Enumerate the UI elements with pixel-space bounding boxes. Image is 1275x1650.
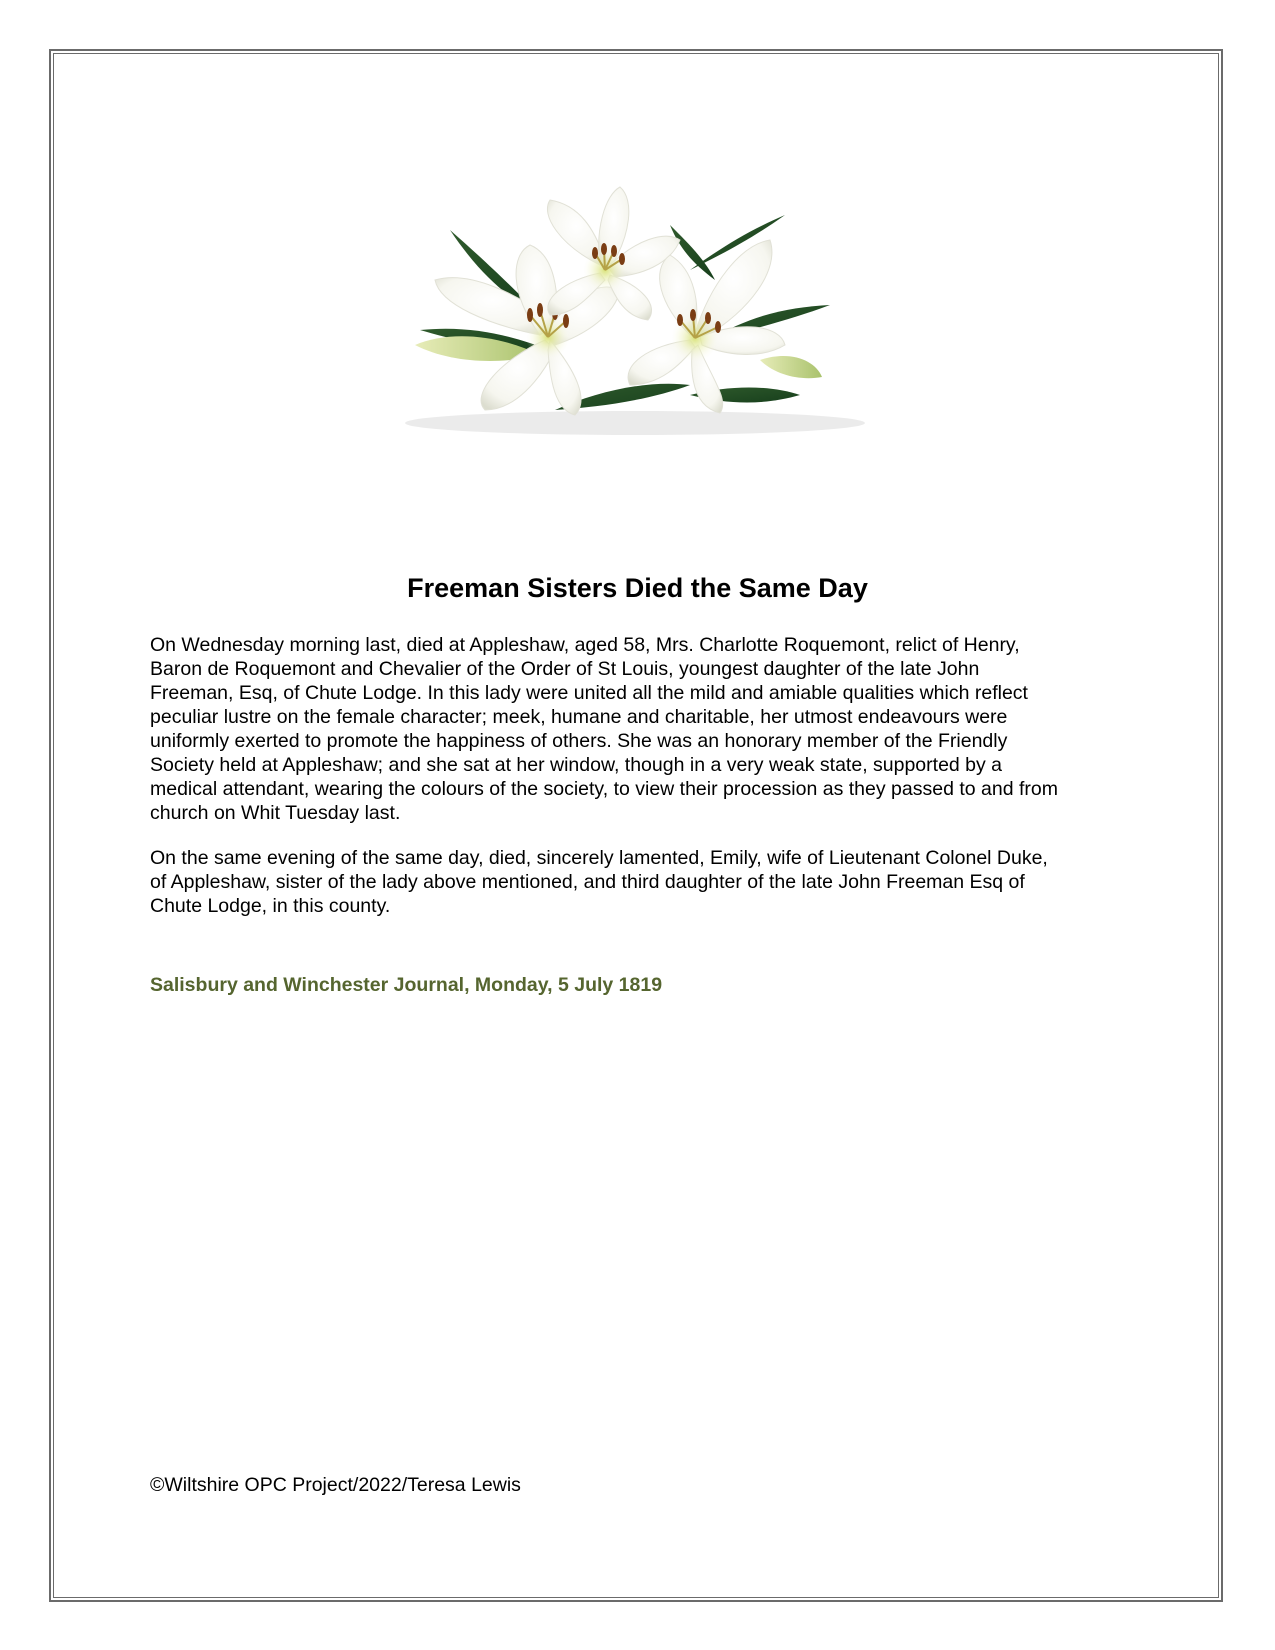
copyright-footer: ©Wiltshire OPC Project/2022/Teresa Lewis	[150, 1474, 521, 1496]
page-title: Freeman Sisters Died the Same Day	[407, 573, 868, 603]
article-paragraph-1: On Wednesday morning last, died at Appleshaw, aged 58, Mrs. Charlotte Roquemont, relict of Henry, Baron de Roquemont and Chevalier of the Order of St Louis, youngest daughter of the late John Freeman, Esq, of Chute Lodge. In this lady were united all the mild and amiable qualities which reflect peculiar lustre on the female character; meek, humane and charitable, her utmost endeavours were uniformly exerted to promote the happiness of others. She was an honorary member of the Friendly Society held at Appleshaw; and she sat at her window, though in a very weak state, supported by a medical attendant, wearing the colours of the society, to view their procession as they passed to and from church on Whit Tuesday last.	[150, 634, 1058, 824]
source-citation: Salisbury and Winchester Journal, Monday, 5 July 1819	[150, 974, 663, 996]
white-lily-bouquet-icon	[390, 185, 880, 440]
article-paragraph-2: On the same evening of the same day, died, sincerely lamented, Emily, wife of Lieutenant Colonel Duke, of Appleshaw, sister of the lady above mentioned, and third daughter of the late John Freeman Esq of Chute Lodge, in this county.	[150, 847, 1048, 917]
